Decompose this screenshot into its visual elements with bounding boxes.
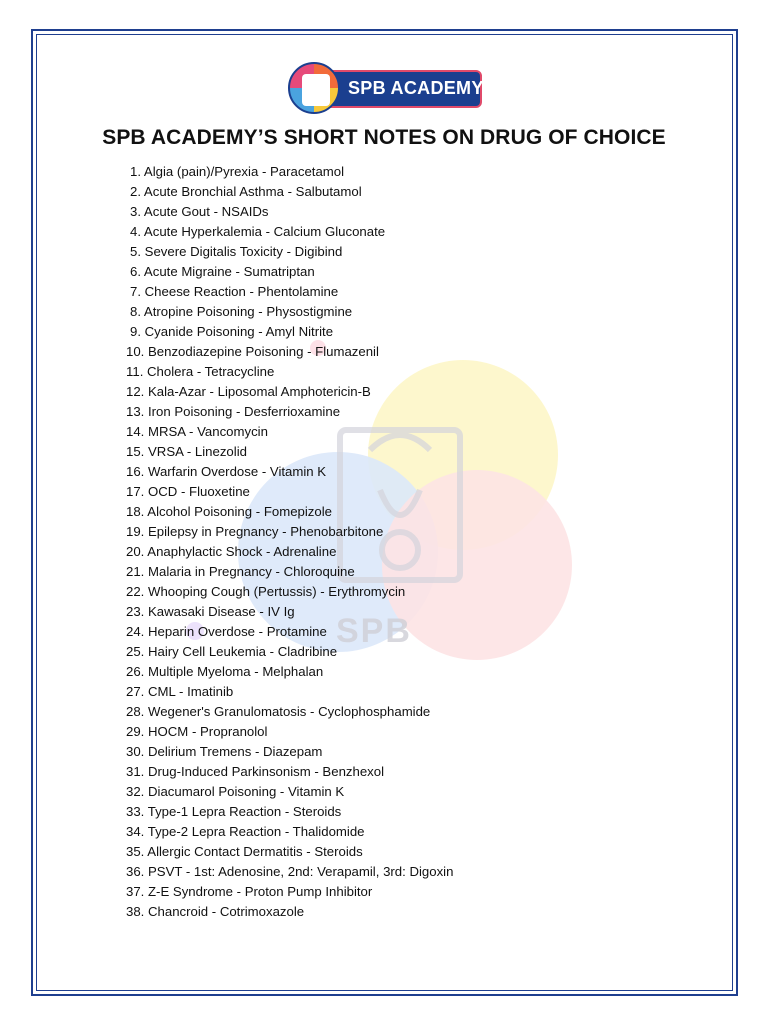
logo-emblem-icon (288, 62, 340, 114)
list-item: 25. Hairy Cell Leukemia - Cladribine (126, 644, 338, 659)
list-item: 31. Drug-Induced Parkinsonism - Benzhexol (126, 764, 385, 779)
list-item: 3. Acute Gout - NSAIDs (130, 204, 269, 219)
list-item: 12. Kala-Azar - Liposomal Amphotericin-B (126, 384, 371, 399)
list-item: 17. OCD - Fluoxetine (126, 484, 250, 499)
list-item: 32. Diacumarol Poisoning - Vitamin K (126, 784, 345, 799)
list-item: 20. Anaphylactic Shock - Adrenaline (126, 544, 337, 559)
list-item: 33. Type-1 Lepra Reaction - Steroids (126, 804, 342, 819)
list-item: 37. Z-E Syndrome - Proton Pump Inhibitor (126, 884, 373, 899)
list-item: 1. Algia (pain)/Pyrexia - Paracetamol (130, 164, 345, 179)
list-item: 10. Benzodiazepine Poisoning - Flumazenil (126, 344, 379, 359)
list-item: 35. Allergic Contact Dermatitis - Steroids (126, 844, 363, 859)
watermark-text: SPB (336, 612, 412, 650)
list-item: 13. Iron Poisoning - Desferrioxamine (126, 404, 341, 419)
page-title: SPB ACADEMY’S SHORT NOTES ON DRUG OF CHOICE (102, 126, 666, 149)
list-item: 21. Malaria in Pregnancy - Chloroquine (126, 564, 355, 579)
list-item: 9. Cyanide Poisoning - Amyl Nitrite (130, 324, 334, 339)
list-item: 6. Acute Migraine - Sumatriptan (130, 264, 315, 279)
list-item: 30. Delirium Tremens - Diazepam (126, 744, 323, 759)
list-item: 36. PSVT - 1st: Adenosine, 2nd: Verapamil, 3rd: Digoxin (126, 864, 454, 879)
list-item: 38. Chancroid - Cotrimoxazole (126, 904, 305, 919)
list-item: 18. Alcohol Poisoning - Fomepizole (126, 504, 332, 519)
list-item: 34. Type-2 Lepra Reaction - Thalidomide (126, 824, 365, 839)
list-item: 5. Severe Digitalis Toxicity - Digibind (130, 244, 343, 259)
logo-text: SPB ACADEMY (348, 78, 484, 98)
spb-academy-logo (288, 62, 484, 114)
list-item: 7. Cheese Reaction - Phentolamine (130, 284, 339, 299)
list-item: 15. VRSA - Linezolid (126, 444, 247, 459)
list-item: 16. Warfarin Overdose - Vitamin K (126, 464, 327, 479)
list-item: 19. Epilepsy in Pregnancy - Phenobarbitone (126, 524, 384, 539)
list-item: 28. Wegener's Granulomatosis - Cyclophosphamide (126, 704, 431, 719)
list-item: 8. Atropine Poisoning - Physostigmine (130, 304, 353, 319)
list-item: 26. Multiple Myeloma - Melphalan (126, 664, 324, 679)
list-item: 22. Whooping Cough (Pertussis) - Erythromycin (126, 584, 406, 599)
list-item: 4. Acute Hyperkalemia - Calcium Gluconate (130, 224, 386, 239)
list-item: 24. Heparin Overdose - Protamine (126, 624, 327, 639)
list-item: 23. Kawasaki Disease - IV Ig (126, 604, 295, 619)
list-item: 29. HOCM - Propranolol (126, 724, 268, 739)
list-item: 11. Cholera - Tetracycline (126, 364, 275, 379)
list-item: 2. Acute Bronchial Asthma - Salbutamol (130, 184, 362, 199)
list-item: 14. MRSA - Vancomycin (126, 424, 268, 439)
list-item: 27. CML - Imatinib (126, 684, 234, 699)
